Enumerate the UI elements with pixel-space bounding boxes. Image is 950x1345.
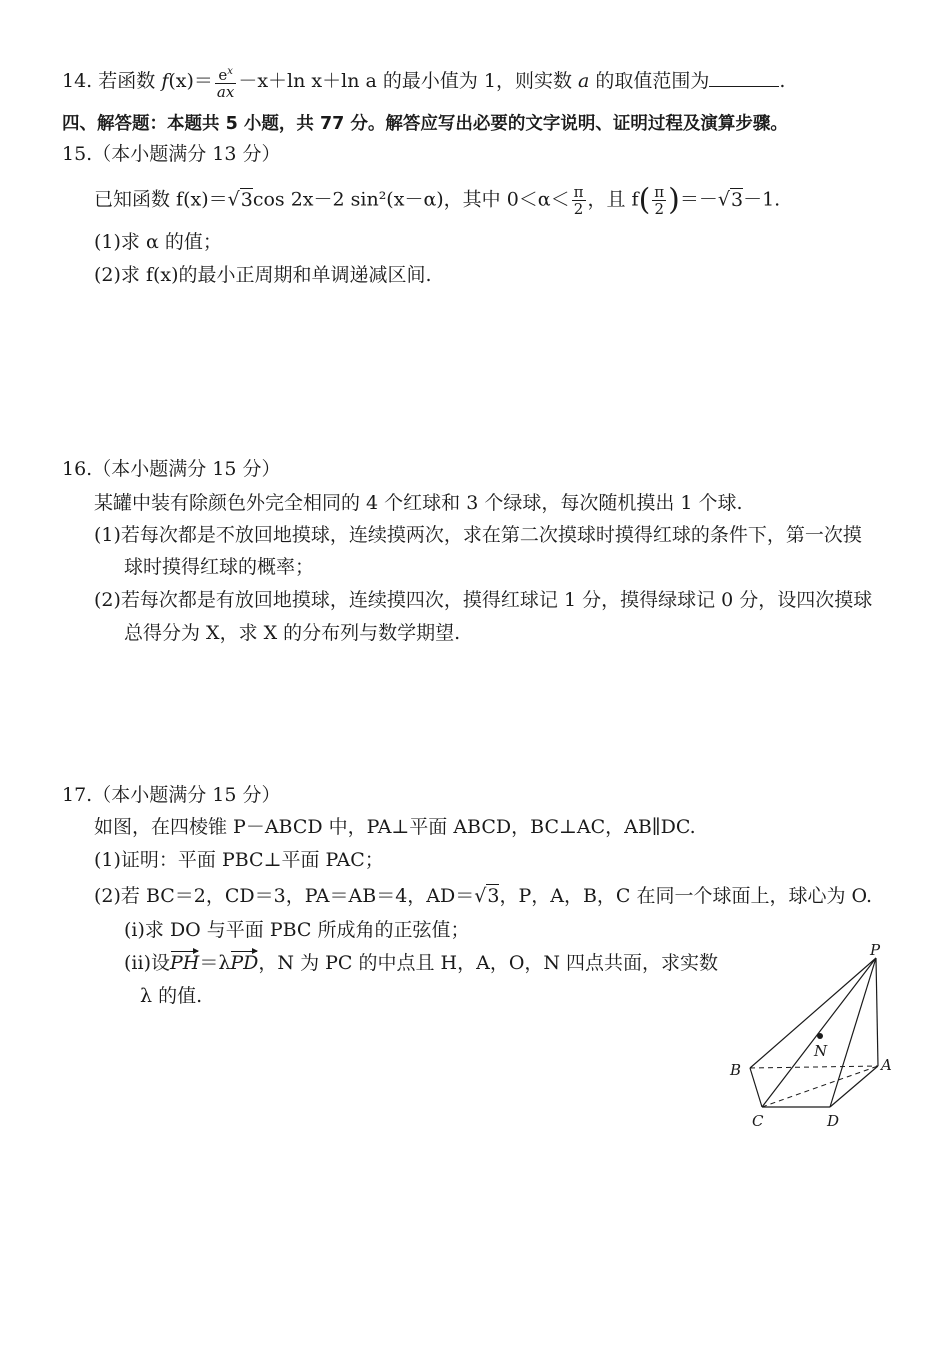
q14-frac-den: ax	[216, 83, 235, 101]
q17-sub-ii-c: λ 的值.	[140, 985, 203, 1007]
vector-pd: PD	[230, 952, 259, 974]
edge-pa	[876, 958, 878, 1066]
q15-frac-pi-2: $\frac{\pi}{2}$	[573, 183, 584, 218]
q17-part1: (1)证明：平面 PBC⊥平面 PAC；	[94, 849, 384, 871]
edge-bc	[750, 1068, 762, 1107]
q15-frac-arg: $\frac{\pi}{2}$	[654, 183, 665, 218]
q16-part1-b: 球时摸得红球的概率；	[124, 556, 315, 578]
q14-line	[62, 64, 785, 100]
q15-rparen: )	[668, 182, 680, 218]
q14-var-a: a	[578, 70, 590, 92]
q15-stem-c: ，且 f	[587, 188, 639, 211]
q15-sqrt3-b: 3	[731, 188, 744, 211]
edge-ba-hidden	[750, 1066, 878, 1068]
q16-part2-b: 总得分为 X，求 X 的分布列与数学期望.	[124, 622, 461, 644]
point-n	[817, 1033, 823, 1039]
q15-lparen: (	[638, 182, 651, 218]
q17-sub-ii-a: (ii)设	[124, 952, 170, 974]
answer-blank	[709, 68, 779, 87]
label-n: N	[814, 1042, 828, 1060]
q14-frac-sup: x	[227, 66, 233, 77]
edge-da	[830, 1066, 878, 1107]
q15-stem-a: 已知函数 f(x)＝	[94, 188, 228, 211]
edge-ca-hidden	[762, 1066, 878, 1107]
q15-stem: 已知函数 f(x)＝√3cos 2x－2 sin²(x－α)，其中 0＜α＜ $\frac{\pi}{2}$ ，且 f( $\frac{\pi}{2}$ )＝－√3－1.	[94, 182, 781, 218]
label-c: C	[752, 1112, 764, 1130]
edge-pb	[750, 958, 876, 1068]
section-heading: 四、解答题：本题共 5 小题，共 77 分。解答应写出必要的文字说明、证明过程及演算步骤。	[62, 114, 788, 134]
q14-paren: (x)＝	[168, 70, 213, 92]
q17-sub-i: (i)求 DO 与平面 PBC 所成角的正弦值；	[124, 919, 470, 941]
q17-sub-ii	[124, 950, 718, 976]
label-d: D	[827, 1112, 840, 1130]
label-p: P	[870, 941, 881, 959]
q17-part2-a: (2)若 BC＝2，CD＝3，PA＝AB＝4，AD＝	[94, 885, 475, 907]
q17-header: 17.（本小题满分 15 分）	[62, 784, 281, 806]
q15-stem-d: ＝－	[679, 188, 718, 211]
q14-end: .	[779, 70, 786, 92]
q14-f: f	[161, 70, 169, 92]
q15-stem-b: cos 2x－2 sin²(x－α)，其中 0＜α＜	[252, 188, 570, 211]
q14-mid: －x＋ln x＋ln a	[238, 70, 377, 92]
vector-ph: PH	[169, 952, 200, 974]
q14-number: 14.	[62, 70, 93, 92]
q16-part1-a: (1)若每次都是不放回地摸球，连续摸两次，求在第二次摸球时摸得红球的条件下，第一次摸	[94, 524, 862, 546]
q17-sub-ii-eq: ＝λ	[199, 952, 231, 974]
q15-part1: (1)求 α 的值；	[94, 231, 222, 253]
edge-pd	[830, 958, 876, 1107]
q16-header: 16.（本小题满分 15 分）	[62, 458, 281, 480]
pyramid-figure	[720, 940, 910, 1140]
q15-stem-e: －1.	[743, 188, 781, 211]
q15-part2: (2)求 f(x)的最小正周期和单调递减区间.	[94, 264, 432, 286]
label-a: A	[881, 1056, 892, 1074]
edge-pc	[762, 958, 876, 1107]
q14-tail: 的取值范围为	[595, 70, 710, 92]
q14-post: 的最小值为 1，则实数	[382, 70, 572, 92]
q17-part2: (2)若 BC＝2，CD＝3，PA＝AB＝4，AD＝√3，P，A，B，C 在同一个球面上，球心为 O.	[94, 885, 873, 907]
q17-sub-ii-b: ，N 为 PC 的中点且 H，A，O，N 四点共面，求实数	[258, 952, 719, 974]
q17-part2-b: ，P，A，B，C 在同一个球面上，球心为 O.	[499, 885, 873, 907]
q16-stem: 某罐中装有除颜色外完全相同的 4 个红球和 3 个绿球，每次随机摸出 1 个球.	[94, 492, 743, 514]
q14-fraction	[215, 64, 236, 100]
q16-part2-a: (2)若每次都是有放回地摸球，连续摸四次，摸得红球记 1 分，摸得绿球记 0 分，设四次摸球	[94, 589, 873, 611]
label-b: B	[730, 1061, 742, 1079]
q14-pre: 若函数	[98, 70, 156, 92]
q17-stem: 如图，在四棱锥 P－ABCD 中，PA⊥平面 ABCD，BC⊥AC，AB∥DC.	[94, 816, 696, 838]
q14-frac-num: e	[218, 66, 228, 84]
q15-sqrt3: 3	[240, 188, 253, 211]
q15-header: 15.（本小题满分 13 分）	[62, 143, 281, 165]
q17-sqrt3: 3	[487, 885, 500, 907]
